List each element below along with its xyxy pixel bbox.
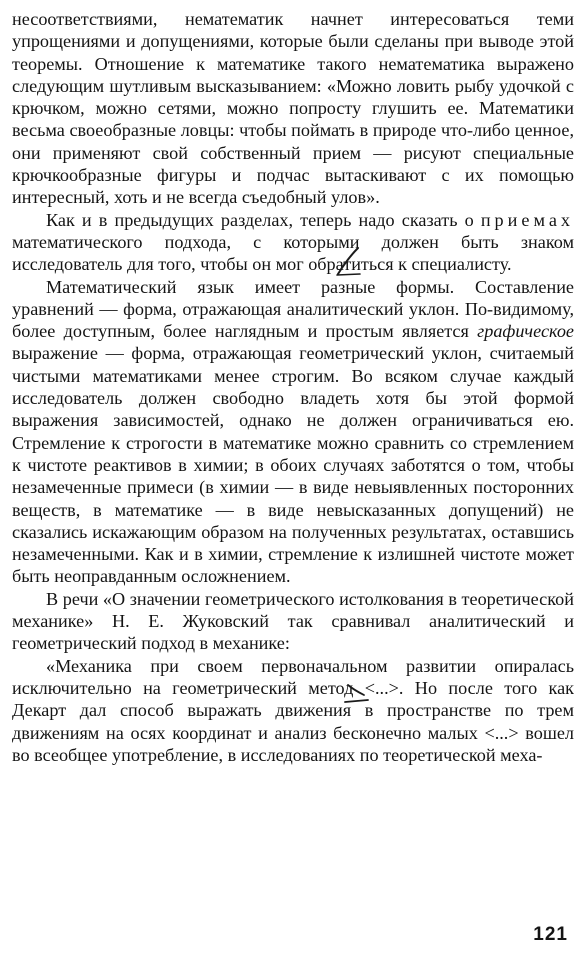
paragraph-3 (12, 276, 574, 588)
paragraph-2 (12, 209, 574, 276)
paragraph-3-end: выражение — форма, отражающая геометрический уклон, считаемый чистыми математиками менее строгим. Во всяком случае каждый исследователь должен свободно владеть хотя бы этой формой выражения зависимостей, однако не должен ограничиваться ею. Стремление к строгости в математике можно сравнить со стремлением к чистоте реактивов в химии; в обоих случаях заботятся о том, чтобы незамеченные примеси (в химии — в виде невыявленных посторонних веществ, в математике — в виде невысказанных допущений) не сказались искажающим образом на полученных результатах, оставшись незамеченными. Как и в химии, стремление к излишней чистоте может быть неоправданным осложнением. (12, 343, 574, 587)
body-text (12, 8, 574, 766)
paragraph-2-end: математического подхода, с которыми должен быть знаком исследователь для того, чтобы он мог обратиться к специалисту. (12, 231, 574, 275)
book-page (8, 8, 576, 948)
italic-emphasis: графическое (477, 321, 574, 342)
spaced-emphasis: приемах (480, 209, 574, 230)
paragraph-2-start: Как и в предыдущих разделах, теперь надо сказать о (46, 209, 481, 230)
paragraph-1: несоответствиями, нематематик начнет интересоваться теми упрощениями и допущениями, которые были сделаны при выводе этой теоремы. Отношение к математике такого нематематика выражено следующим шутливым высказыванием: «Можно ловить рыбу удочкой с крючком, можно сетями, можно попросту глушить ее. Математики весьма своеобразные ловцы: чтобы поймать в природе что-либо ценное, они применяют свой собственный прием — рисуют специальные крючкообразные фигуры и подчас вытаскивают с их помощью интересный, хоть и не всегда съедобный улов». (12, 9, 574, 208)
paragraph-3-start: Математический язык имеет разные формы. Составление уравнений — форма, отражающая аналитический уклон. По-видимому, более доступным, более наглядным и простым является (12, 276, 574, 342)
paragraph-4: В речи «О значении геометрического истолкования в теоретической механике» Н. Е. Жуковский так сравнивал аналитический и геометрический подход в механике: (12, 588, 574, 654)
paragraph-5-quote: «Механика при своем первоначальном развитии опиралась исключительно на геометрический метод <...>. Но после того как Декарт дал способ выражать движения в пространстве по трем движениям на осях координат и анализ бесконечно малых <...> вошел во всеобщее употребление, в исследованиях по теоретической меха- (12, 655, 574, 765)
page-number: 121 (533, 924, 568, 945)
